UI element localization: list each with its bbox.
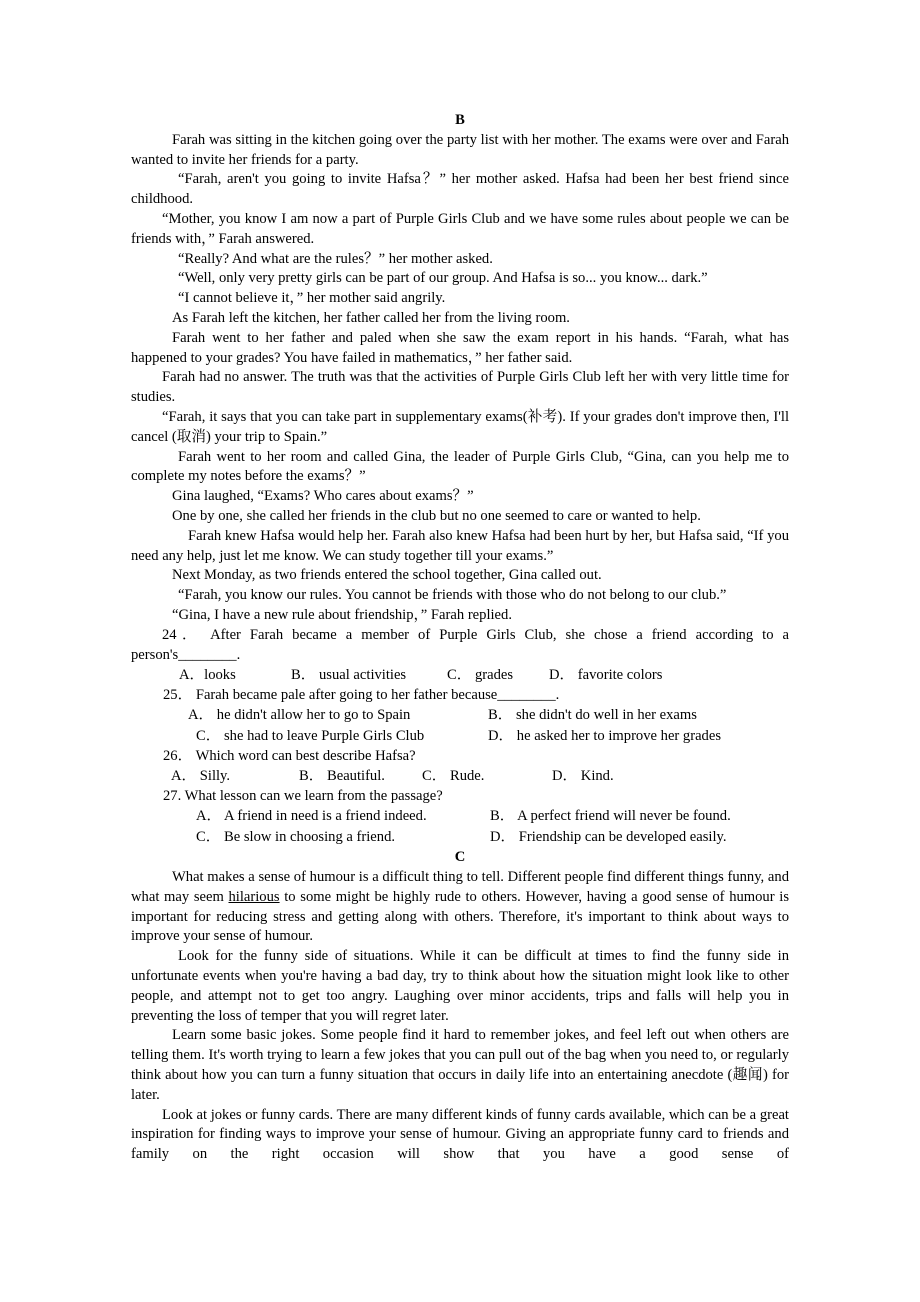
paragraph: “Really? And what are the rules？” her mother asked. bbox=[178, 250, 493, 267]
section-c-heading: C bbox=[454, 849, 466, 866]
paragraph: Next Monday, as two friends entered the school together, Gina called out. bbox=[172, 567, 602, 584]
paragraph-text: to some might be highly rude to others. However, having a good sense of humour is important for reducing stress and getting along with others. Therefore, it's important to think about ways to improve your sense of humour. bbox=[131, 888, 789, 945]
paragraph-text: What makes a sense of humour is a difficult thing to tell. Different people find different things funny, and what may seem bbox=[131, 869, 789, 905]
option-c: C． she had to leave Purple Girls Club bbox=[196, 727, 425, 744]
paragraph: “Gina, I have a new rule about friendship，” Farah replied. bbox=[172, 606, 512, 623]
option-c: C． Rude. bbox=[422, 768, 485, 785]
section-b-heading: B bbox=[455, 112, 465, 128]
option-b: B． A perfect friend will never be found. bbox=[490, 808, 731, 825]
worksheet-page bbox=[131, 111, 789, 1165]
question-stem: 27. What lesson can we learn from the passage? bbox=[163, 788, 443, 805]
paragraph: “Farah, you know our rules. You cannot be friends with those who do not belong to our club.” bbox=[178, 587, 727, 604]
underlined-word: hilarious bbox=[228, 888, 280, 905]
option-b: B． usual activities bbox=[291, 666, 407, 683]
paragraph: Gina laughed, “Exams? Who cares about exams？” bbox=[172, 488, 474, 505]
option-d: D． he asked her to improve her grades bbox=[488, 727, 722, 744]
option-a: A． he didn't allow her to go to Spain bbox=[188, 707, 411, 724]
paragraph bbox=[131, 868, 789, 947]
paragraph: Farah went to her father and paled when she saw the exam report in his hands. “Farah, what has happened to your grades? You have failed in mathematics，” her father said. bbox=[131, 329, 789, 366]
question-27 bbox=[131, 787, 789, 848]
paragraph: Farah was sitting in the kitchen going over the party list with her mother. The exams were over and Farah wanted to invite her friends for a party. bbox=[131, 131, 789, 168]
paragraph: Look at jokes or funny cards. There are many different kinds of funny cards available, which can be a great inspiration for finding ways to improve your sense of humour. Giving an appropriate funny card to friends and family on the right occasion will show that you have a good sense of bbox=[131, 1106, 789, 1163]
question-25 bbox=[131, 686, 789, 747]
paragraph: Farah knew Hafsa would help her. Farah also knew Hafsa had been hurt by her, but Hafsa said, “If you need any help, just let me know. We can study together till your exams.” bbox=[131, 527, 789, 564]
question-stem: 25． Farah became pale after going to her father because________. bbox=[163, 686, 560, 703]
option-c: C． grades bbox=[447, 666, 514, 683]
paragraph: Farah had no answer. The truth was that the activities of Purple Girls Club left her with very little time for studies. bbox=[131, 369, 789, 406]
paragraph: “Mother, you know I am now a part of Purple Girls Club and we have some rules about people we can be friends with，” Farah answered. bbox=[131, 210, 789, 247]
option-row bbox=[131, 665, 789, 686]
question-stem: 26． Which word can best describe Hafsa? bbox=[163, 747, 416, 764]
paragraph: “Farah, it says that you can take part in supplementary exams(补考). If your grades don't improve then, I'll cancel (取消) your trip to Spain.” bbox=[131, 408, 789, 445]
question-stem: 24． After Farah became a member of Purple Girls Club, she chose a friend according to a person's________. bbox=[131, 626, 789, 663]
paragraph: Farah went to her room and called Gina, the leader of Purple Girls Club, “Gina, can you help me to complete my notes before the exams？” bbox=[131, 448, 789, 485]
paragraph: “I cannot believe it，” her mother said angrily. bbox=[178, 290, 446, 307]
option-row bbox=[131, 807, 789, 828]
option-c: C． Be slow in choosing a friend. bbox=[196, 829, 396, 846]
option-row bbox=[131, 726, 789, 747]
option-a: A． Silly. bbox=[171, 768, 231, 785]
option-b: B． Beautiful. bbox=[299, 768, 385, 785]
paragraph: Learn some basic jokes. Some people find it hard to remember jokes, and feel left out when others are telling them. It's worth trying to learn a few jokes that you can pull out of the bag when you need to, or regularly think about how you can turn a funny situation that occurs in daily life into an entertaining anecdote (趣闻) for later. bbox=[131, 1027, 789, 1103]
paragraph: As Farah left the kitchen, her father called her from the living room. bbox=[172, 309, 570, 326]
paragraph: One by one, she called her friends in the club but no one seemed to care or wanted to help. bbox=[172, 507, 701, 524]
question-24 bbox=[131, 626, 789, 686]
question-26 bbox=[131, 747, 789, 787]
option-a: A． A friend in need is a friend indeed. bbox=[196, 808, 427, 825]
option-row bbox=[131, 828, 789, 849]
paragraph: “Farah, aren't you going to invite Hafsa？” her mother asked. Hafsa had been her best friend since childhood. bbox=[131, 171, 789, 208]
option-d: D． favorite colors bbox=[549, 666, 663, 683]
paragraph: “Well, only very pretty girls can be part of our group. And Hafsa is so... you know... dark.” bbox=[178, 270, 708, 287]
option-d: D． Kind. bbox=[552, 768, 614, 785]
option-d: D． Friendship can be developed easily. bbox=[490, 829, 727, 846]
option-b: B． she didn't do well in her exams bbox=[488, 707, 697, 724]
option-a: A．looks bbox=[179, 666, 236, 683]
option-row bbox=[131, 767, 789, 788]
paragraph: Look for the funny side of situations. While it can be difficult at times to find the funny side in unfortunate events when you're having a bad day, try to think about how the situation might look like to other people, and attempt not to get too angry. Laughing over minor accidents, trips and falls will help you in preventing the loss of temper that you will regret later. bbox=[131, 948, 789, 1024]
option-row bbox=[131, 706, 789, 727]
